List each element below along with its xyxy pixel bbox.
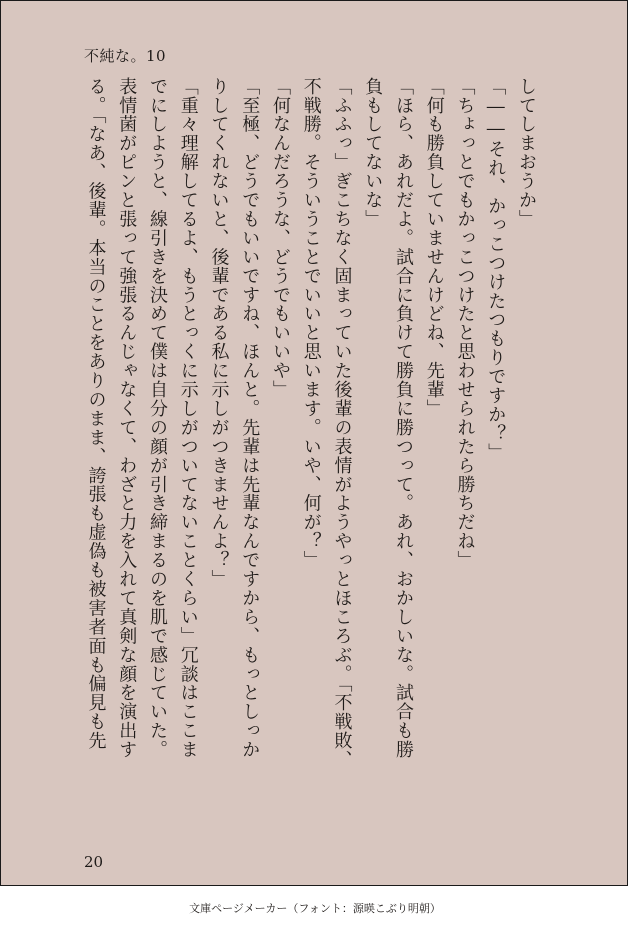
page-number: 20 (84, 853, 104, 871)
text-line: りしてくれないと、後輩である私に示しがつきませんよ？」 (208, 77, 230, 589)
text-line: 「ほら、あれだよ。試合に負けて勝負に勝つって。あれ、おかしいな。試合も勝 (393, 77, 414, 760)
text-line: 表情菌がピンと張って強張るんじゃなくて、わざと力を入れて真剣な顔を演出す (116, 77, 138, 760)
text-line: 「重々理解してるよ、もうとっくに示しがついてないことくらい」冗談はここま (177, 77, 199, 760)
text-line: 「ちょっとでもかっこつけたと思わせられたら勝ちだね」 (454, 77, 476, 570)
text-line: 「何も勝負していませんけどね、先輩」 (423, 77, 445, 419)
text-line: る。「なあ、後輩。本当のことをありのまま、誇張も虚偽も被害者面も偏見も先 (85, 77, 107, 751)
text-line: 「ふふっ」ぎこちなく固まっていた後輩の表情がようやっとほころぶ。「不戦敗、 (331, 77, 353, 770)
text-line: してしまおうか」 (516, 77, 537, 229)
text-line: 不戦勝。そういうことでいいと思います。いや、何が？」 (300, 77, 322, 570)
vertical-text-body (79, 77, 541, 797)
footer-credit: 文庫ページメーカー（フォント：源暎こぶり明朝） (189, 902, 441, 915)
text-line: 「至極、どうでもいいですね、ほんと。先輩は先輩なんですから、もっとしっか (239, 77, 261, 760)
chapter-title: 不純な。10 (84, 47, 167, 65)
text-line: でにしようと、線引きを決めて僕は自分の顔が引き締まるのを肌で感じていた。 (147, 77, 168, 760)
text-line: 「何なんだろうな、どうでもいいや」 (270, 77, 291, 400)
text-line: 「――それ、かっこつけたつもりですか？」 (485, 77, 507, 462)
text-line: 負もしてないな」 (362, 77, 384, 229)
